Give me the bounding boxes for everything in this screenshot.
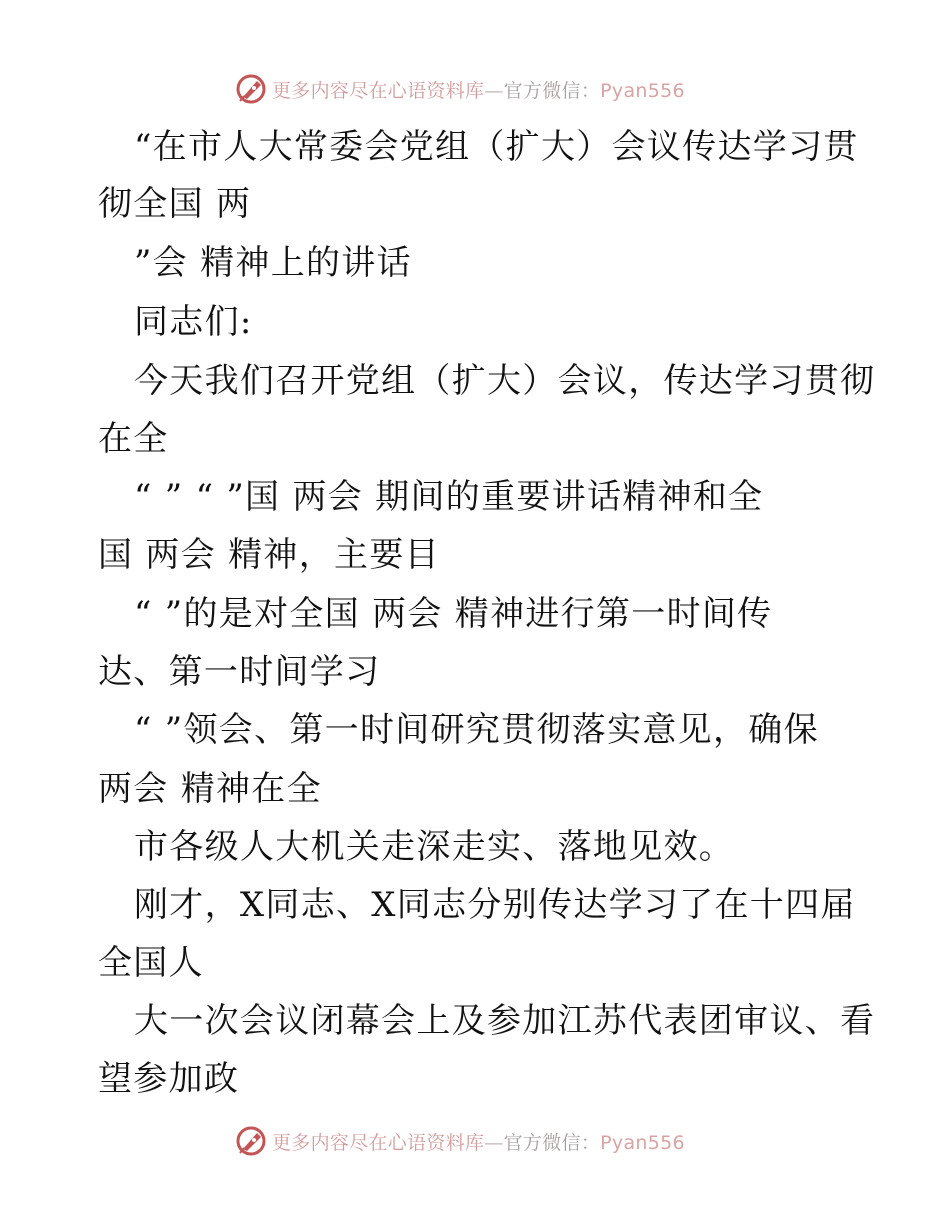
banner-wechat-label: 官方微信： bbox=[503, 80, 601, 102]
text-line: 今天我们召开党组（扩大）会议，传达学习贯彻 bbox=[134, 361, 876, 401]
banner-text bbox=[272, 76, 685, 103]
pen-nib-circle-logo bbox=[234, 1124, 268, 1158]
banner-wechat-label: 官方微信： bbox=[503, 1132, 601, 1154]
text-line: 刚才，X同志、X同志分别传达学习了在十四届 bbox=[134, 885, 856, 925]
text-line: 国 两会 精神，主要目 bbox=[98, 535, 440, 575]
text-line: 达、第一时间学习 bbox=[98, 652, 381, 692]
banner-text bbox=[272, 1128, 685, 1155]
text-line: 在全 bbox=[98, 419, 169, 459]
text-line: “ ”领会、第一时间研究贯彻落实意见，确保 bbox=[134, 710, 819, 750]
text-line: “ ”的是对全国 两会 精神进行第一时间传 bbox=[134, 594, 773, 634]
banner-site-text: 更多内容尽在心语资料库 bbox=[272, 1132, 485, 1154]
text-line: 望参加政 bbox=[98, 1059, 240, 1099]
banner-wechat-id: Pyan556 bbox=[600, 80, 685, 102]
text-line: 市各级人大机关走深走实、落地见效。 bbox=[134, 827, 735, 867]
text-line: 全国人 bbox=[98, 943, 204, 983]
banner-separator: — bbox=[484, 80, 504, 102]
text-line: “在市人大常委会党组（扩大）会议传达学习贯 bbox=[134, 127, 859, 167]
footer-banner bbox=[0, 1122, 950, 1162]
banner-separator: — bbox=[484, 1132, 504, 1154]
pen-nib-circle-logo bbox=[234, 72, 268, 106]
text-line: “ ” “ ”国 两会 期间的重要讲话精神和全 bbox=[134, 477, 764, 517]
text-line: 同志们: bbox=[134, 302, 253, 342]
text-line: 两会 精神在全 bbox=[98, 769, 322, 809]
banner-site-text: 更多内容尽在心语资料库 bbox=[272, 80, 485, 102]
header-banner bbox=[0, 70, 950, 110]
text-line: 大一次会议闭幕会上及参加江苏代表团审议、看 bbox=[134, 1001, 876, 1041]
text-line: ”会 精神上的讲话 bbox=[134, 243, 412, 283]
text-line: 彻全国 两 bbox=[98, 184, 252, 224]
banner-wechat-id: Pyan556 bbox=[600, 1132, 685, 1154]
